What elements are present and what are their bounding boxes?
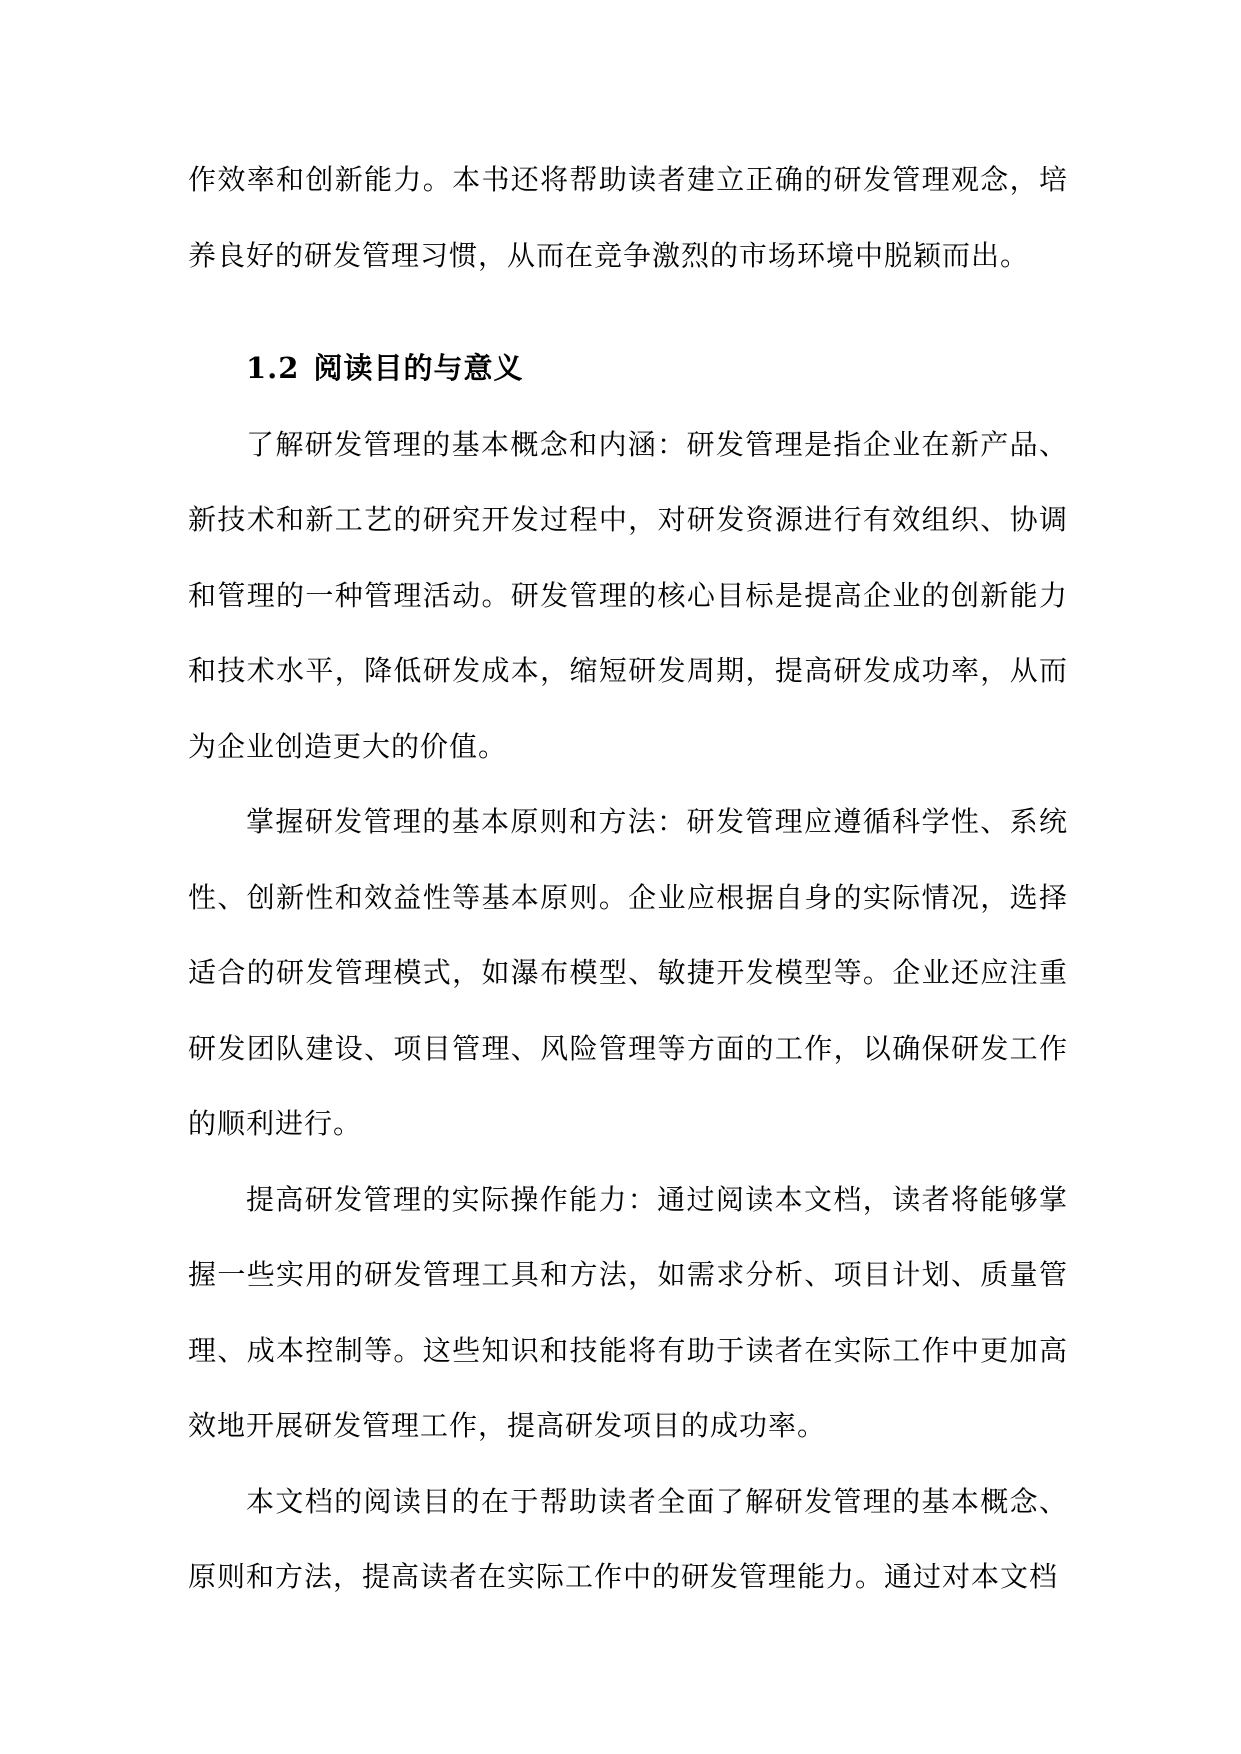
section-title: 阅读目的与意义 xyxy=(313,351,524,385)
paragraph-principles-methods: 掌握研发管理的基本原则和方法：研发管理应遵循科学性、系统性、创新性和效益性等基本原则。企业应根据自身的实际情况，选择适合的研发管理模式，如瀑布模型、敏捷开发模型等。企业还应注重研发团队建设、项目管理、风险管理等方面的工作，以确保研发工作的顺利进行。 xyxy=(188,805,1068,1140)
lead-paragraph: 作效率和创新能力。本书还将帮助读者建立正确的研发管理观念，培养良好的研发管理习惯，从而在竞争激烈的市场环境中脱颖而出。 xyxy=(188,163,1068,272)
section-heading xyxy=(188,331,1068,407)
section-number: 1.2 xyxy=(246,351,300,385)
document-body xyxy=(188,142,1068,1615)
paragraph-practical-ability: 提高研发管理的实际操作能力：通过阅读本文档，读者将能够掌握一些实用的研发管理工具和方法，如需求分析、项目计划、质量管理、成本控制等。这些知识和技能将有助于读者在实际工作中更加高效地开展研发管理工作，提高研发项目的成功率。 xyxy=(188,1182,1068,1442)
paragraph-reading-purpose: 本文档的阅读目的在于帮助读者全面了解研发管理的基本概念、原则和方法，提高读者在实际工作中的研发管理能力。通过对本文档 xyxy=(188,1484,1068,1593)
paragraph-basic-concepts: 了解研发管理的基本概念和内涵：研发管理是指企业在新产品、新技术和新工艺的研究开发过程中，对研发资源进行有效组织、协调和管理的一种管理活动。研发管理的核心目标是提高企业的创新能力和技术水平，降低研发成本，缩短研发周期，提高研发成功率，从而为企业创造更大的价值。 xyxy=(188,427,1068,763)
section-spacer xyxy=(188,293,1068,331)
